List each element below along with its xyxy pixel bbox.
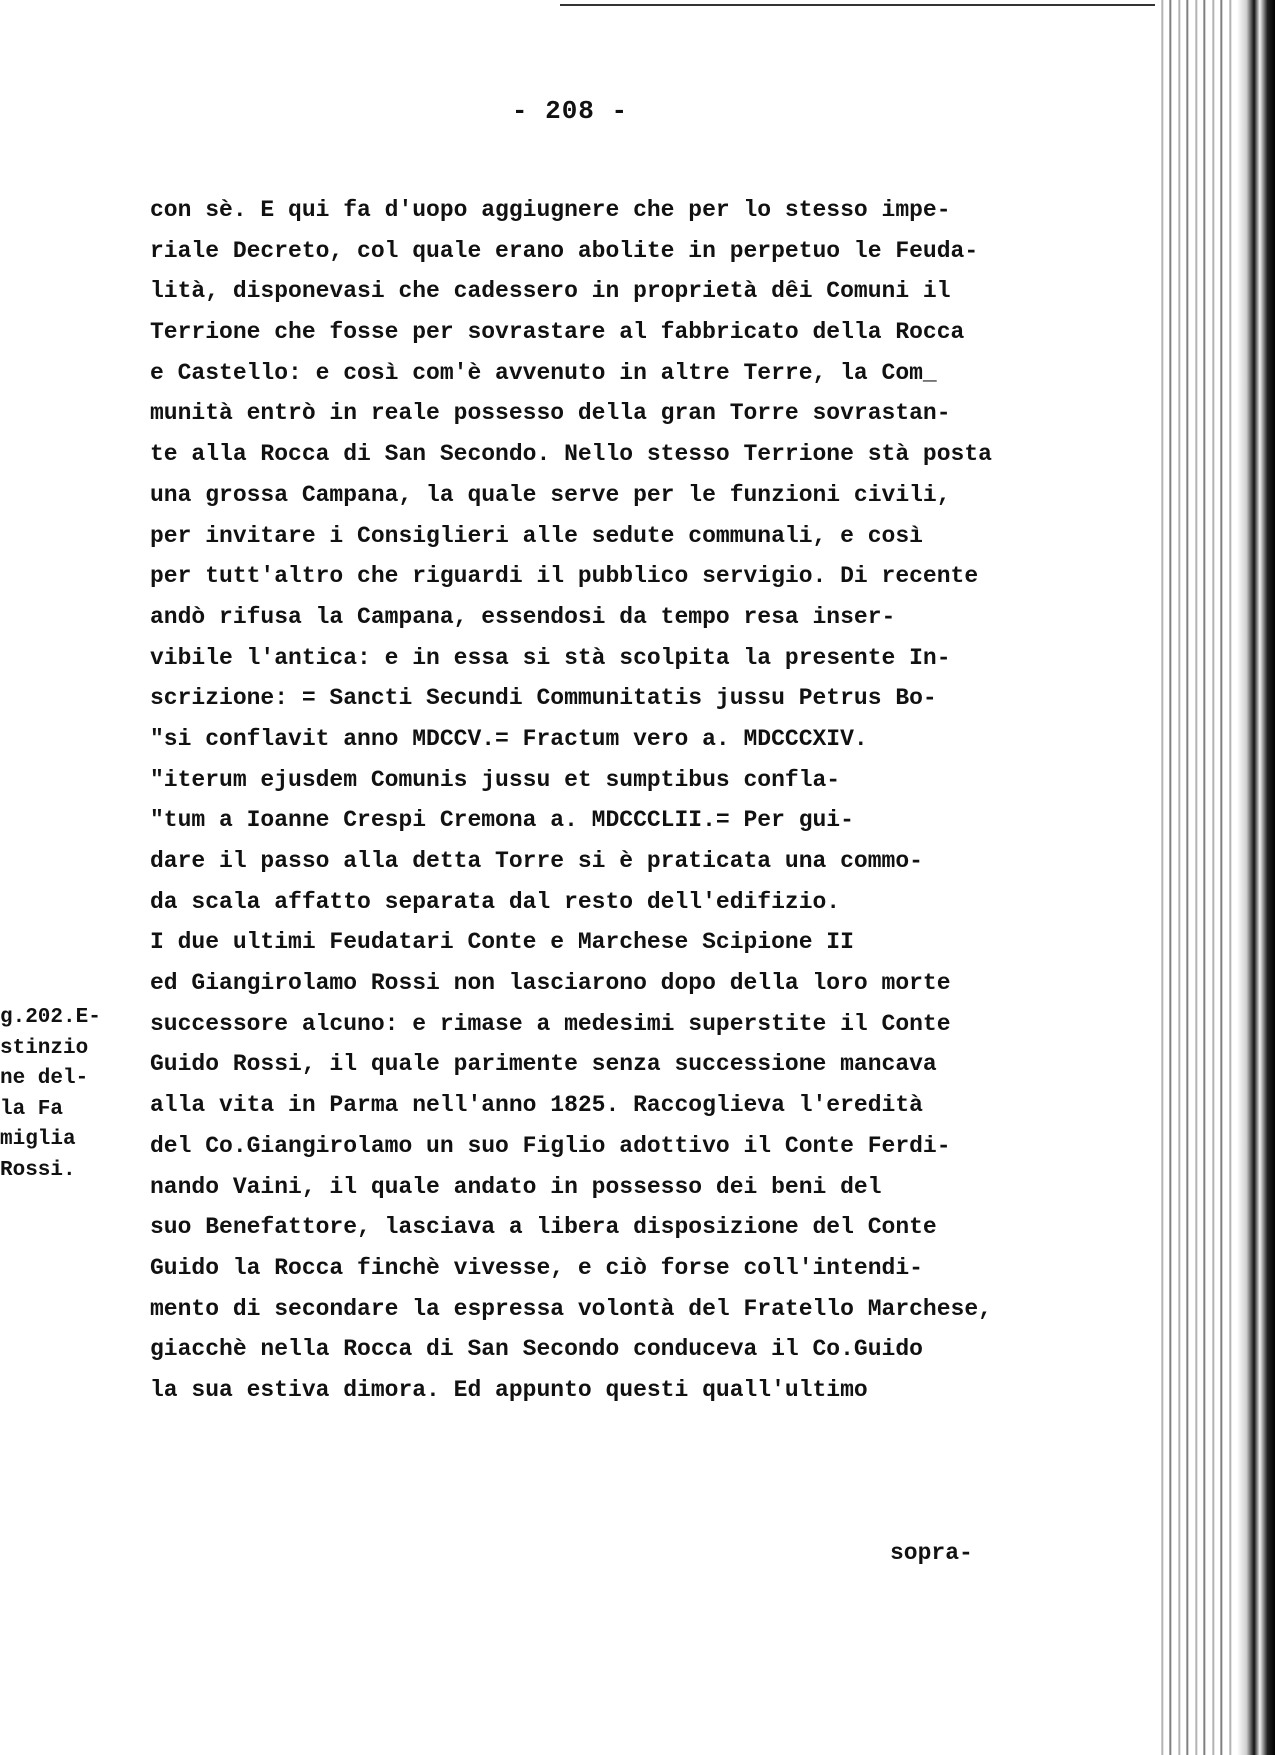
text-line: Guido la Rocca finchè vivesse, e ciò forse coll'intendi- <box>150 1254 923 1281</box>
binding-spine <box>1237 0 1275 1755</box>
text-line: dare il passo alla detta Torre si è praticata una commo- <box>150 848 923 874</box>
margin-note-line: miglia <box>0 1128 76 1151</box>
text-line: per invitare i Consiglieri alle sedute communali, e così <box>150 522 923 549</box>
text-line: riale Decreto, col quale erano abolite in perpetuo le Feuda- <box>150 237 979 264</box>
text-line: una grossa Campana, la quale serve per le funzioni civili, <box>150 481 951 508</box>
margin-note-line: la Fa <box>0 1097 64 1121</box>
body-text <box>150 190 1090 1411</box>
text-line: andò rifusa la Campana, essendosi da tempo resa inser- <box>150 603 896 630</box>
text-line: la sua estiva dimora. Ed appunto questi quall'ultimo <box>150 1376 868 1403</box>
text-line: suo Benefattore, lasciava a libera disposizione del Conte <box>150 1214 937 1241</box>
text-line: e Castello: e così com'è avvenuto in altre Terre, la Com_ <box>150 359 937 386</box>
catchword: sopra- <box>890 1540 973 1566</box>
text-line: mento di secondare la espressa volontà del Fratello Marchese, <box>150 1295 992 1322</box>
text-line: del Co.Giangirolamo un suo Figlio adottivo il Conte Ferdi- <box>150 1132 951 1159</box>
text-line: per tutt'altro che riguardi il pubblico servigio. Di recente <box>150 563 979 590</box>
text-line: nando Vaini, il quale andato in possesso dei beni del <box>150 1173 882 1200</box>
text-line: Terrione che fosse per sovrastare al fabbricato della Rocca <box>150 319 965 346</box>
text-line: "si conflavit anno MDCCV.= Fractum vero a. MDCCCXIV. <box>150 725 868 752</box>
text-line: munità entrò in reale possesso della gran Torre sovrastan- <box>150 400 951 427</box>
text-line: ed Giangirolamo Rossi non lasciarono dopo della loro morte <box>150 970 951 997</box>
text-line: "tum a Ioanne Crespi Cremona a. MDCCCLII.= Per gui- <box>150 807 854 834</box>
text-line: successore alcuno: e rimase a medesimi superstite il Conte <box>150 1010 951 1037</box>
text-line: da scala affatto separata dal resto dell'edifizio. <box>150 888 841 915</box>
text-line: vibile l'antica: e in essa si stà scolpita la presente In- <box>150 644 951 671</box>
text-line: giacchè nella Rocca di San Secondo conduceva il Co.Guido <box>150 1336 923 1363</box>
margin-note-line: g.202.E- <box>0 1006 101 1029</box>
text-line: con sè. E qui fa d'uopo aggiugnere che per lo stesso impe- <box>150 197 951 223</box>
margin-note-line: ne del- <box>0 1067 89 1090</box>
text-line: te alla Rocca di San Secondo. Nello stesso Terrione stà posta <box>150 441 992 468</box>
text-line: alla vita in Parma nell'anno 1825. Raccoglieva l'eredità <box>150 1092 923 1119</box>
text-line: I due ultimi Feudatari Conte e Marchese Scipione II <box>150 929 854 956</box>
page-number: - 208 - <box>511 96 629 126</box>
text-line: Guido Rossi, il quale parimente senza successione mancava <box>150 1051 937 1078</box>
top-rule <box>560 4 1160 6</box>
text-line: scrizione: = Sancti Secundi Communitatis jussu Petrus Bo- <box>150 685 937 712</box>
margin-note-line: stinzio <box>0 1036 89 1060</box>
margin-note-line: Rossi. <box>0 1158 76 1182</box>
text-line: lità, disponevasi che cadessero in proprietà dêi Comuni il <box>150 278 951 305</box>
text-line: "iterum ejusdem Comunis jussu et sumptibus confla- <box>150 766 841 793</box>
margin-note <box>0 1003 130 1186</box>
